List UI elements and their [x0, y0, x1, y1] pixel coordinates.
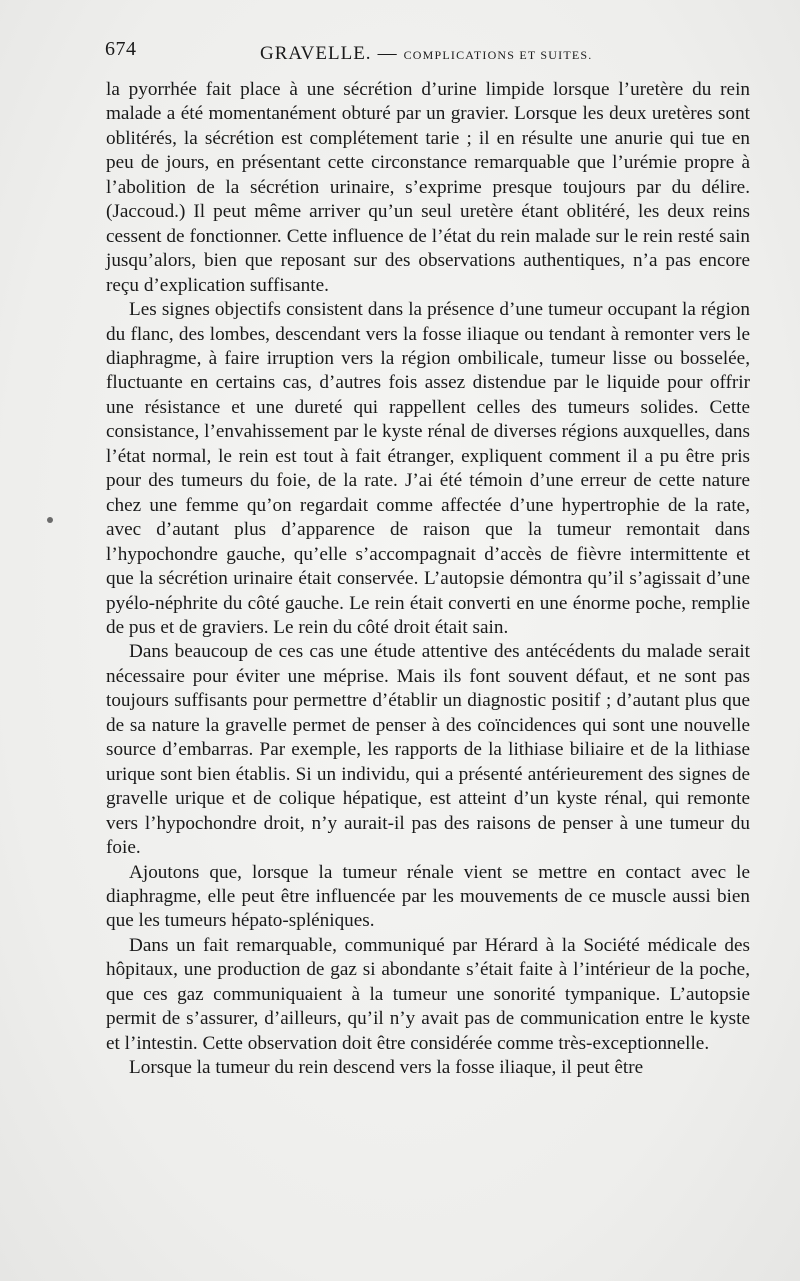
paragraph-5: Dans un fait remarquable, communiqué par Hérard à la Société médicale des hôpitaux, une production de gaz si abondante s’était faite à l’intérieur de la poche, que ces gaz communiquaient à la tumeur une sonorité tympanique. L’autopsie permit de s’assurer, d’ailleurs, qu’il n’y avait pas de communication entre le kyste et l’intestin. Cette observation doit être considérée comme très-exceptionnelle. [106, 934, 750, 1054]
paragraph-2: Les signes objectifs consistent dans la présence d’une tumeur occupant la région du flanc, des lombes, descendant vers la fosse iliaque ou tendant à remonter vers le diaphragme, à faire irruption vers la région ombilicale, tumeur lisse ou bosselée, fluctuante en certains cas, d’autres fois assez distendue par le liquide pour offrir une résistance et une dureté qui rappellent celles des tumeurs solides. Cette consistance, l’envahissement par le kyste rénal de diverses régions auxquelles, dans l’état normal, le rein est tout à fait étranger, expliquent comment il a pu être pris pour des tumeurs du foie, de la rate. J’ai été témoin d’une erreur de cette nature chez une femme qu’on regardait comme affectée d’une hypertrophie de la rate, avec d’autant plus d’apparence de raison que la tumeur remontait dans l’hypochondre gauche, qu’elle s’accompagnait d’accès de fièvre intermittente et que la sécrétion urinaire était conservée. L’autopsie démontra qu’il s’agissait d’une pyélo-néphrite du côté gauche. Le rein était converti en une énorme poche, remplie de pus et de graviers. Le rein du côté droit était sain. [106, 299, 750, 638]
ink-spot [47, 517, 53, 523]
paragraph-3: Dans beaucoup de ces cas une étude attentive des antécédents du malade serait nécessaire pour éviter une méprise. Mais ils font souvent défaut, et ne sont pas toujours suffisants pour permettre d’établir un diagnostic positif ; d’autant plus que de sa nature la gravelle permet de penser à des coïncidences qui sont une nouvelle source d’embarras. Par exemple, les rapports de la lithiase biliaire et de la lithiase urique sont bien établis. Si un individu, qui a présenté antérieurement des signes de gravelle urique et de colique hépatique, est atteint d’un kyste rénal, qui remonte vers l’hypochondre droit, n’y aurait-il pas des raisons de penser à une tumeur du foie. [106, 641, 750, 859]
running-title-sub: COMPLICATIONS ET SUITES. [403, 48, 593, 62]
running-title-main: GRAVELLE. [260, 43, 372, 64]
paragraph-6: Lorsque la tumeur du rein descend vers la fosse iliaque, il peut être [129, 1057, 644, 1079]
running-header [105, 38, 750, 68]
paragraph-1: la pyorrhée fait place à une sécrétion d’urine limpide lorsque l’uretère du rein malade a été momentanément obturé par un gravier. Lorsque les deux uretères sont oblitérés, la sécrétion est complétement tarie ; il en résulte une anurie qui tue en peu de jours, en présentant cette circonstance remarquable que l’urémie propre à l’abolition de la sécrétion urinaire, s’exprime presque toujours par du délire. (Jaccoud.) Il peut même arriver qu’un seul uretère étant oblitéré, les deux reins cessent de fonctionner. Cette influence de l’état du rein malade sur le rein resté sain jusqu’alors, bien que reposant sur des observations authentiques, n’a pas encore reçu d’explication suffisante. [106, 79, 750, 296]
running-title-separator: — [377, 43, 398, 64]
running-title [260, 43, 593, 65]
body-text [106, 78, 750, 1081]
paragraph-4: Ajoutons que, lorsque la tumeur rénale vient se mettre en contact avec le diaphragme, elle peut être influencée par les mouvements de ce muscle aussi bien que les tumeurs hépato-spléniques. [106, 861, 750, 932]
page-number: 674 [105, 38, 137, 60]
